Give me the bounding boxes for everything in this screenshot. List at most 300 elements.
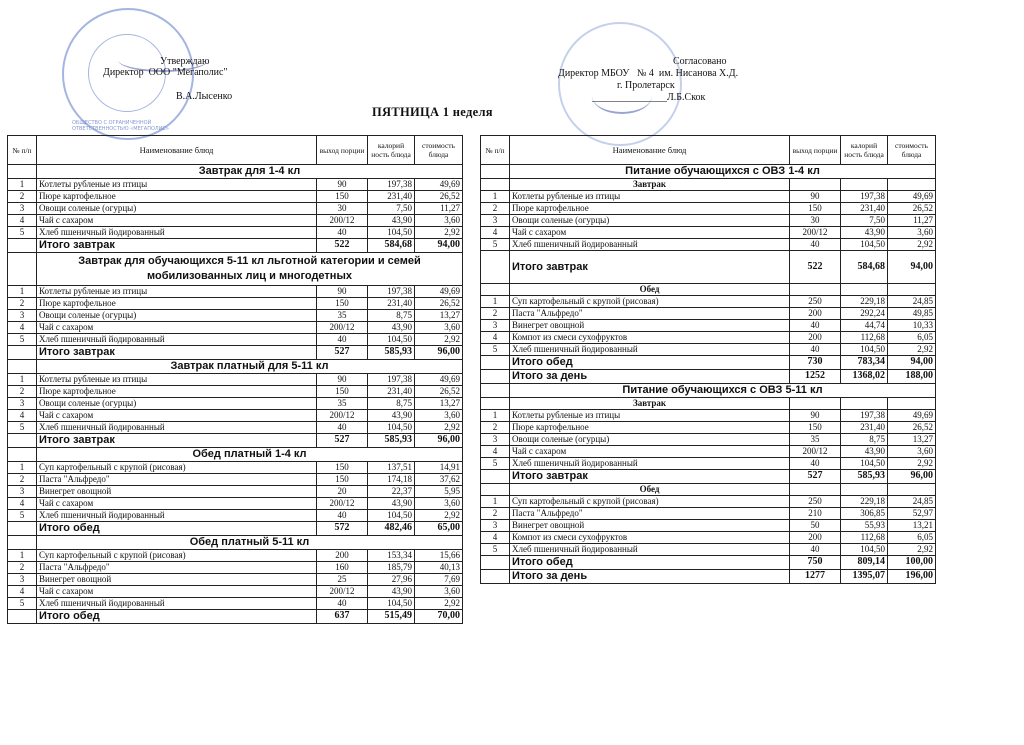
dish-cost: 13,27 [415, 398, 463, 410]
dish-output: 200/12 [790, 446, 841, 458]
table-row [8, 498, 463, 510]
dish-output: 40 [790, 544, 841, 556]
dish-name: Винегрет овощной [37, 486, 317, 498]
dish-output: 35 [317, 310, 368, 322]
section-header [8, 165, 463, 179]
table-row [8, 227, 463, 239]
table-row [481, 532, 936, 544]
dish-cost: 3,60 [415, 586, 463, 598]
row-number: 1 [481, 296, 510, 308]
row-number: 4 [8, 215, 37, 227]
total-output: 522 [317, 239, 368, 253]
total-output: 750 [790, 556, 841, 570]
subsection-header [481, 398, 936, 410]
row-number: 1 [8, 179, 37, 191]
dish-calories: 197,38 [841, 410, 888, 422]
table-row [481, 332, 936, 344]
approved-label: Утверждаю [160, 56, 210, 67]
total-label: Итого обед [37, 522, 317, 536]
table-row [481, 296, 936, 308]
total-output: 637 [317, 610, 368, 624]
dish-output: 160 [317, 562, 368, 574]
total-cost: 196,00 [888, 570, 936, 584]
empty-cell [8, 239, 37, 253]
dish-calories: 231,40 [841, 422, 888, 434]
table-row [8, 398, 463, 410]
row-number: 1 [8, 462, 37, 474]
table-row [8, 510, 463, 522]
subsection-header [481, 484, 936, 496]
empty-cell [481, 570, 510, 584]
dish-calories: 104,50 [841, 239, 888, 251]
dish-name: Котлеты рубленые из птицы [37, 286, 317, 298]
row-number: 5 [8, 334, 37, 346]
dish-cost: 14,91 [415, 462, 463, 474]
section-header [481, 384, 936, 398]
dish-name: Хлеб пшеничный йодированный [37, 422, 317, 434]
dish-cost: 3,60 [415, 322, 463, 334]
dish-name: Овощи соленые (огурцы) [37, 203, 317, 215]
dish-cost: 2,92 [888, 544, 936, 556]
total-row [481, 356, 936, 370]
row-number: 5 [8, 510, 37, 522]
table-row [481, 544, 936, 556]
name-left: В.А.Лысенко [176, 91, 233, 102]
dish-output: 40 [317, 422, 368, 434]
dish-name: Чай с сахаром [37, 322, 317, 334]
table-row [481, 458, 936, 470]
table-row [481, 239, 936, 251]
total-row [481, 251, 936, 284]
empty-cell [8, 522, 37, 536]
total-label: Итого обед [37, 610, 317, 624]
director-left: Директор ООО "Мегаполис" [103, 67, 228, 78]
table-row [481, 410, 936, 422]
dish-calories: 44,74 [841, 320, 888, 332]
table-row [481, 422, 936, 434]
dish-name: Хлеб пшеничный йодированный [510, 544, 790, 556]
row-number: 5 [481, 239, 510, 251]
table-row [8, 334, 463, 346]
table-row [8, 322, 463, 334]
row-number: 2 [8, 386, 37, 398]
table-row [481, 446, 936, 458]
row-number: 2 [481, 422, 510, 434]
dish-name: Пюре картофельное [37, 386, 317, 398]
row-number: 2 [8, 474, 37, 486]
section-title: Завтрак платный для 5-11 кл [37, 360, 463, 374]
table-row [8, 586, 463, 598]
dish-output: 150 [317, 298, 368, 310]
dish-cost: 11,27 [888, 215, 936, 227]
dish-output: 200/12 [317, 498, 368, 510]
dish-cost: 3,60 [415, 498, 463, 510]
dish-name: Хлеб пшеничный йодированный [37, 598, 317, 610]
dish-calories: 8,75 [368, 398, 415, 410]
empty-cell [481, 284, 510, 296]
empty-cell [481, 384, 510, 398]
table-row [8, 386, 463, 398]
dish-name: Пюре картофельное [37, 298, 317, 310]
dish-output: 40 [790, 320, 841, 332]
row-number: 4 [481, 227, 510, 239]
dish-cost: 26,52 [888, 203, 936, 215]
empty-cell [790, 484, 841, 496]
dish-calories: 137,51 [368, 462, 415, 474]
dish-output: 90 [790, 191, 841, 203]
subsection-title: Завтрак [510, 179, 790, 191]
dish-name: Хлеб пшеничный йодированный [37, 510, 317, 522]
dish-output: 200/12 [317, 410, 368, 422]
dish-output: 150 [317, 474, 368, 486]
dish-output: 40 [790, 239, 841, 251]
empty-cell [841, 284, 888, 296]
dish-output: 150 [317, 386, 368, 398]
dish-output: 200/12 [317, 586, 368, 598]
dish-cost: 49,69 [415, 286, 463, 298]
total-label: Итого обед [510, 556, 790, 570]
dish-name: Суп картофельный с крупой (рисовая) [510, 296, 790, 308]
total-label: Итого завтрак [510, 470, 790, 484]
total-output: 527 [317, 346, 368, 360]
section-title: Обед платный 1-4 кл [37, 448, 463, 462]
dish-output: 35 [790, 434, 841, 446]
total-output: 1277 [790, 570, 841, 584]
dish-output: 40 [317, 598, 368, 610]
row-number: 1 [8, 550, 37, 562]
dish-calories: 104,50 [368, 334, 415, 346]
dish-cost: 6,05 [888, 532, 936, 544]
section-title: Питание обучающихся с ОВЗ 1-4 кл [510, 165, 936, 179]
table-row [481, 520, 936, 532]
empty-cell [481, 484, 510, 496]
dish-calories: 104,50 [368, 422, 415, 434]
dish-cost: 49,69 [415, 374, 463, 386]
dish-name: Паста "Альфредо" [37, 474, 317, 486]
dish-output: 90 [317, 179, 368, 191]
dish-calories: 55,93 [841, 520, 888, 532]
total-row [8, 346, 463, 360]
dish-name: Паста "Альфредо" [510, 508, 790, 520]
col-out: выход порции [790, 136, 841, 165]
table-header [481, 136, 936, 165]
total-calories: 584,68 [368, 239, 415, 253]
dish-calories: 197,38 [368, 286, 415, 298]
section-header [8, 253, 463, 286]
total-output: 527 [790, 470, 841, 484]
dish-name: Котлеты рубленые из птицы [37, 374, 317, 386]
dish-output: 150 [790, 422, 841, 434]
table-row [481, 508, 936, 520]
dish-name: Овощи соленые (огурцы) [37, 310, 317, 322]
section-header [8, 448, 463, 462]
table-row [481, 203, 936, 215]
empty-cell [8, 610, 37, 624]
total-calories: 482,46 [368, 522, 415, 536]
dish-output: 200/12 [317, 215, 368, 227]
empty-cell [8, 536, 37, 550]
total-label: Итого за день [510, 570, 790, 584]
dish-calories: 197,38 [368, 374, 415, 386]
dish-name: Компот из смеси сухофруктов [510, 532, 790, 544]
table-row [8, 203, 463, 215]
dish-calories: 104,50 [368, 598, 415, 610]
total-calories: 585,93 [841, 470, 888, 484]
table-row [8, 215, 463, 227]
dish-output: 30 [790, 215, 841, 227]
total-label: Итого завтрак [510, 251, 790, 284]
dish-cost: 2,92 [888, 344, 936, 356]
dish-name: Паста "Альфредо" [510, 308, 790, 320]
empty-cell [790, 179, 841, 191]
menu-table-right [480, 135, 936, 584]
dish-calories: 7,50 [368, 203, 415, 215]
dish-output: 150 [790, 203, 841, 215]
dish-cost: 10,33 [888, 320, 936, 332]
empty-cell [841, 398, 888, 410]
dish-cost: 49,69 [415, 179, 463, 191]
dish-output: 250 [790, 496, 841, 508]
total-cost: 94,00 [888, 356, 936, 370]
dish-calories: 231,40 [368, 191, 415, 203]
total-calories: 1368,02 [841, 370, 888, 384]
dish-calories: 104,50 [368, 510, 415, 522]
total-cost: 188,00 [888, 370, 936, 384]
table-row [8, 286, 463, 298]
empty-cell [888, 284, 936, 296]
dish-name: Чай с сахаром [510, 227, 790, 239]
dish-calories: 306,85 [841, 508, 888, 520]
dish-calories: 197,38 [368, 179, 415, 191]
dish-name: Хлеб пшеничный йодированный [510, 239, 790, 251]
dish-output: 90 [317, 374, 368, 386]
dish-cost: 24,85 [888, 296, 936, 308]
dish-output: 200 [790, 332, 841, 344]
dish-name: Котлеты рубленые из птицы [510, 410, 790, 422]
dish-cost: 5,95 [415, 486, 463, 498]
empty-cell [841, 179, 888, 191]
total-calories: 515,49 [368, 610, 415, 624]
row-number: 4 [8, 322, 37, 334]
dish-name: Суп картофельный с крупой (рисовая) [510, 496, 790, 508]
dish-calories: 43,90 [368, 498, 415, 510]
empty-cell [481, 470, 510, 484]
director-right: Директор МБОУ № 4 им. Нисанова Х.Д. [558, 68, 739, 79]
total-calories: 585,93 [368, 346, 415, 360]
total-row [481, 470, 936, 484]
col-kcal: калорий ность блюда [368, 136, 415, 165]
empty-cell [8, 360, 37, 374]
col-num: № п/п [481, 136, 510, 165]
dish-calories: 153,34 [368, 550, 415, 562]
dish-calories: 104,50 [841, 544, 888, 556]
dish-calories: 229,18 [841, 496, 888, 508]
row-number: 1 [8, 286, 37, 298]
dish-output: 50 [790, 520, 841, 532]
empty-cell [790, 398, 841, 410]
col-num: № п/п [8, 136, 37, 165]
total-cost: 94,00 [888, 251, 936, 284]
dish-name: Суп картофельный с крупой (рисовая) [37, 550, 317, 562]
total-output: 730 [790, 356, 841, 370]
total-output: 1252 [790, 370, 841, 384]
dish-name: Чай с сахаром [37, 215, 317, 227]
empty-cell [888, 179, 936, 191]
dish-cost: 2,92 [415, 422, 463, 434]
dish-cost: 49,85 [888, 308, 936, 320]
row-number: 1 [481, 496, 510, 508]
dish-name: Паста "Альфредо" [37, 562, 317, 574]
col-name: Наименование блюд [37, 136, 317, 165]
table-row [8, 486, 463, 498]
dish-cost: 3,60 [888, 227, 936, 239]
section-header [8, 360, 463, 374]
total-cost: 96,00 [415, 434, 463, 448]
row-number: 5 [8, 598, 37, 610]
table-row [8, 179, 463, 191]
dish-output: 90 [317, 286, 368, 298]
dish-calories: 22,37 [368, 486, 415, 498]
dish-name: Овощи соленые (огурцы) [510, 215, 790, 227]
dish-cost: 15,66 [415, 550, 463, 562]
section-title: Питание обучающихся с ОВЗ 5-11 кл [510, 384, 936, 398]
dish-name: Котлеты рубленые из птицы [510, 191, 790, 203]
table-row [8, 422, 463, 434]
dish-name: Овощи соленые (огурцы) [510, 434, 790, 446]
row-number: 5 [8, 422, 37, 434]
dish-cost: 26,52 [415, 298, 463, 310]
dish-output: 90 [790, 410, 841, 422]
dish-calories: 7,50 [841, 215, 888, 227]
row-number: 4 [8, 410, 37, 422]
row-number: 5 [481, 458, 510, 470]
total-row [481, 370, 936, 384]
dish-cost: 37,62 [415, 474, 463, 486]
col-kcal: калорий ность блюда [841, 136, 888, 165]
empty-cell [481, 398, 510, 410]
row-number: 1 [8, 374, 37, 386]
dish-name: Винегрет овощной [37, 574, 317, 586]
dish-cost: 6,05 [888, 332, 936, 344]
table-row [8, 562, 463, 574]
row-number: 3 [8, 574, 37, 586]
dish-output: 200 [790, 308, 841, 320]
dish-cost: 3,60 [415, 410, 463, 422]
empty-cell [790, 284, 841, 296]
dish-cost: 2,92 [888, 239, 936, 251]
dish-output: 200/12 [317, 322, 368, 334]
dish-calories: 43,90 [841, 227, 888, 239]
table-row [481, 496, 936, 508]
dish-calories: 8,75 [841, 434, 888, 446]
row-number: 1 [481, 410, 510, 422]
row-number: 3 [8, 398, 37, 410]
dish-cost: 2,92 [415, 510, 463, 522]
dish-cost: 2,92 [888, 458, 936, 470]
page-title: ПЯТНИЦА 1 неделя [372, 105, 493, 119]
total-output: 572 [317, 522, 368, 536]
section-title: Завтрак для 1-4 кл [37, 165, 463, 179]
dish-output: 150 [317, 191, 368, 203]
dish-cost: 13,27 [888, 434, 936, 446]
empty-cell [8, 253, 37, 286]
row-number: 2 [8, 298, 37, 310]
total-calories: 1395,07 [841, 570, 888, 584]
total-label: Итого завтрак [37, 434, 317, 448]
empty-cell [481, 179, 510, 191]
total-calories: 783,34 [841, 356, 888, 370]
dish-cost: 26,52 [415, 191, 463, 203]
total-cost: 100,00 [888, 556, 936, 570]
total-cost: 70,00 [415, 610, 463, 624]
row-number: 2 [8, 191, 37, 203]
dish-output: 210 [790, 508, 841, 520]
row-number: 2 [481, 508, 510, 520]
dish-cost: 13,21 [888, 520, 936, 532]
row-number: 3 [481, 320, 510, 332]
col-name: Наименование блюд [510, 136, 790, 165]
dish-calories: 43,90 [368, 410, 415, 422]
table-row [481, 191, 936, 203]
dish-name: Чай с сахаром [510, 446, 790, 458]
dish-calories: 43,90 [368, 586, 415, 598]
dish-cost: 26,52 [415, 386, 463, 398]
row-number: 3 [481, 434, 510, 446]
dish-calories: 112,68 [841, 532, 888, 544]
section-title: Обед платный 5-11 кл [37, 536, 463, 550]
table-row [8, 462, 463, 474]
row-number: 4 [481, 446, 510, 458]
table-row [8, 550, 463, 562]
empty-cell [841, 484, 888, 496]
dish-output: 40 [317, 227, 368, 239]
table-row [481, 434, 936, 446]
total-output: 527 [317, 434, 368, 448]
dish-cost: 40,13 [415, 562, 463, 574]
empty-cell [8, 434, 37, 448]
row-number: 3 [8, 310, 37, 322]
empty-cell [481, 165, 510, 179]
dish-calories: 104,50 [841, 458, 888, 470]
dish-calories: 174,18 [368, 474, 415, 486]
row-number: 3 [481, 215, 510, 227]
dish-output: 40 [317, 334, 368, 346]
row-number: 4 [481, 532, 510, 544]
subsection-title: Обед [510, 284, 790, 296]
total-cost: 96,00 [888, 470, 936, 484]
section-title: Завтрак для обучающихся 5-11 кл льготной категории и семей мобилизованных лиц и многодетных [37, 253, 463, 286]
dish-name: Хлеб пшеничный йодированный [37, 227, 317, 239]
dish-output: 150 [317, 462, 368, 474]
table-row [481, 344, 936, 356]
table-row [8, 574, 463, 586]
total-cost: 65,00 [415, 522, 463, 536]
dish-calories: 229,18 [841, 296, 888, 308]
row-number: 2 [481, 308, 510, 320]
dish-output: 40 [790, 344, 841, 356]
dish-output: 40 [790, 458, 841, 470]
table-row [481, 320, 936, 332]
row-number: 3 [8, 486, 37, 498]
dish-cost: 49,69 [888, 410, 936, 422]
dish-calories: 27,96 [368, 574, 415, 586]
empty-cell [481, 356, 510, 370]
total-row [8, 610, 463, 624]
dish-cost: 11,27 [415, 203, 463, 215]
row-number: 1 [481, 191, 510, 203]
empty-cell [888, 484, 936, 496]
dish-output: 25 [317, 574, 368, 586]
